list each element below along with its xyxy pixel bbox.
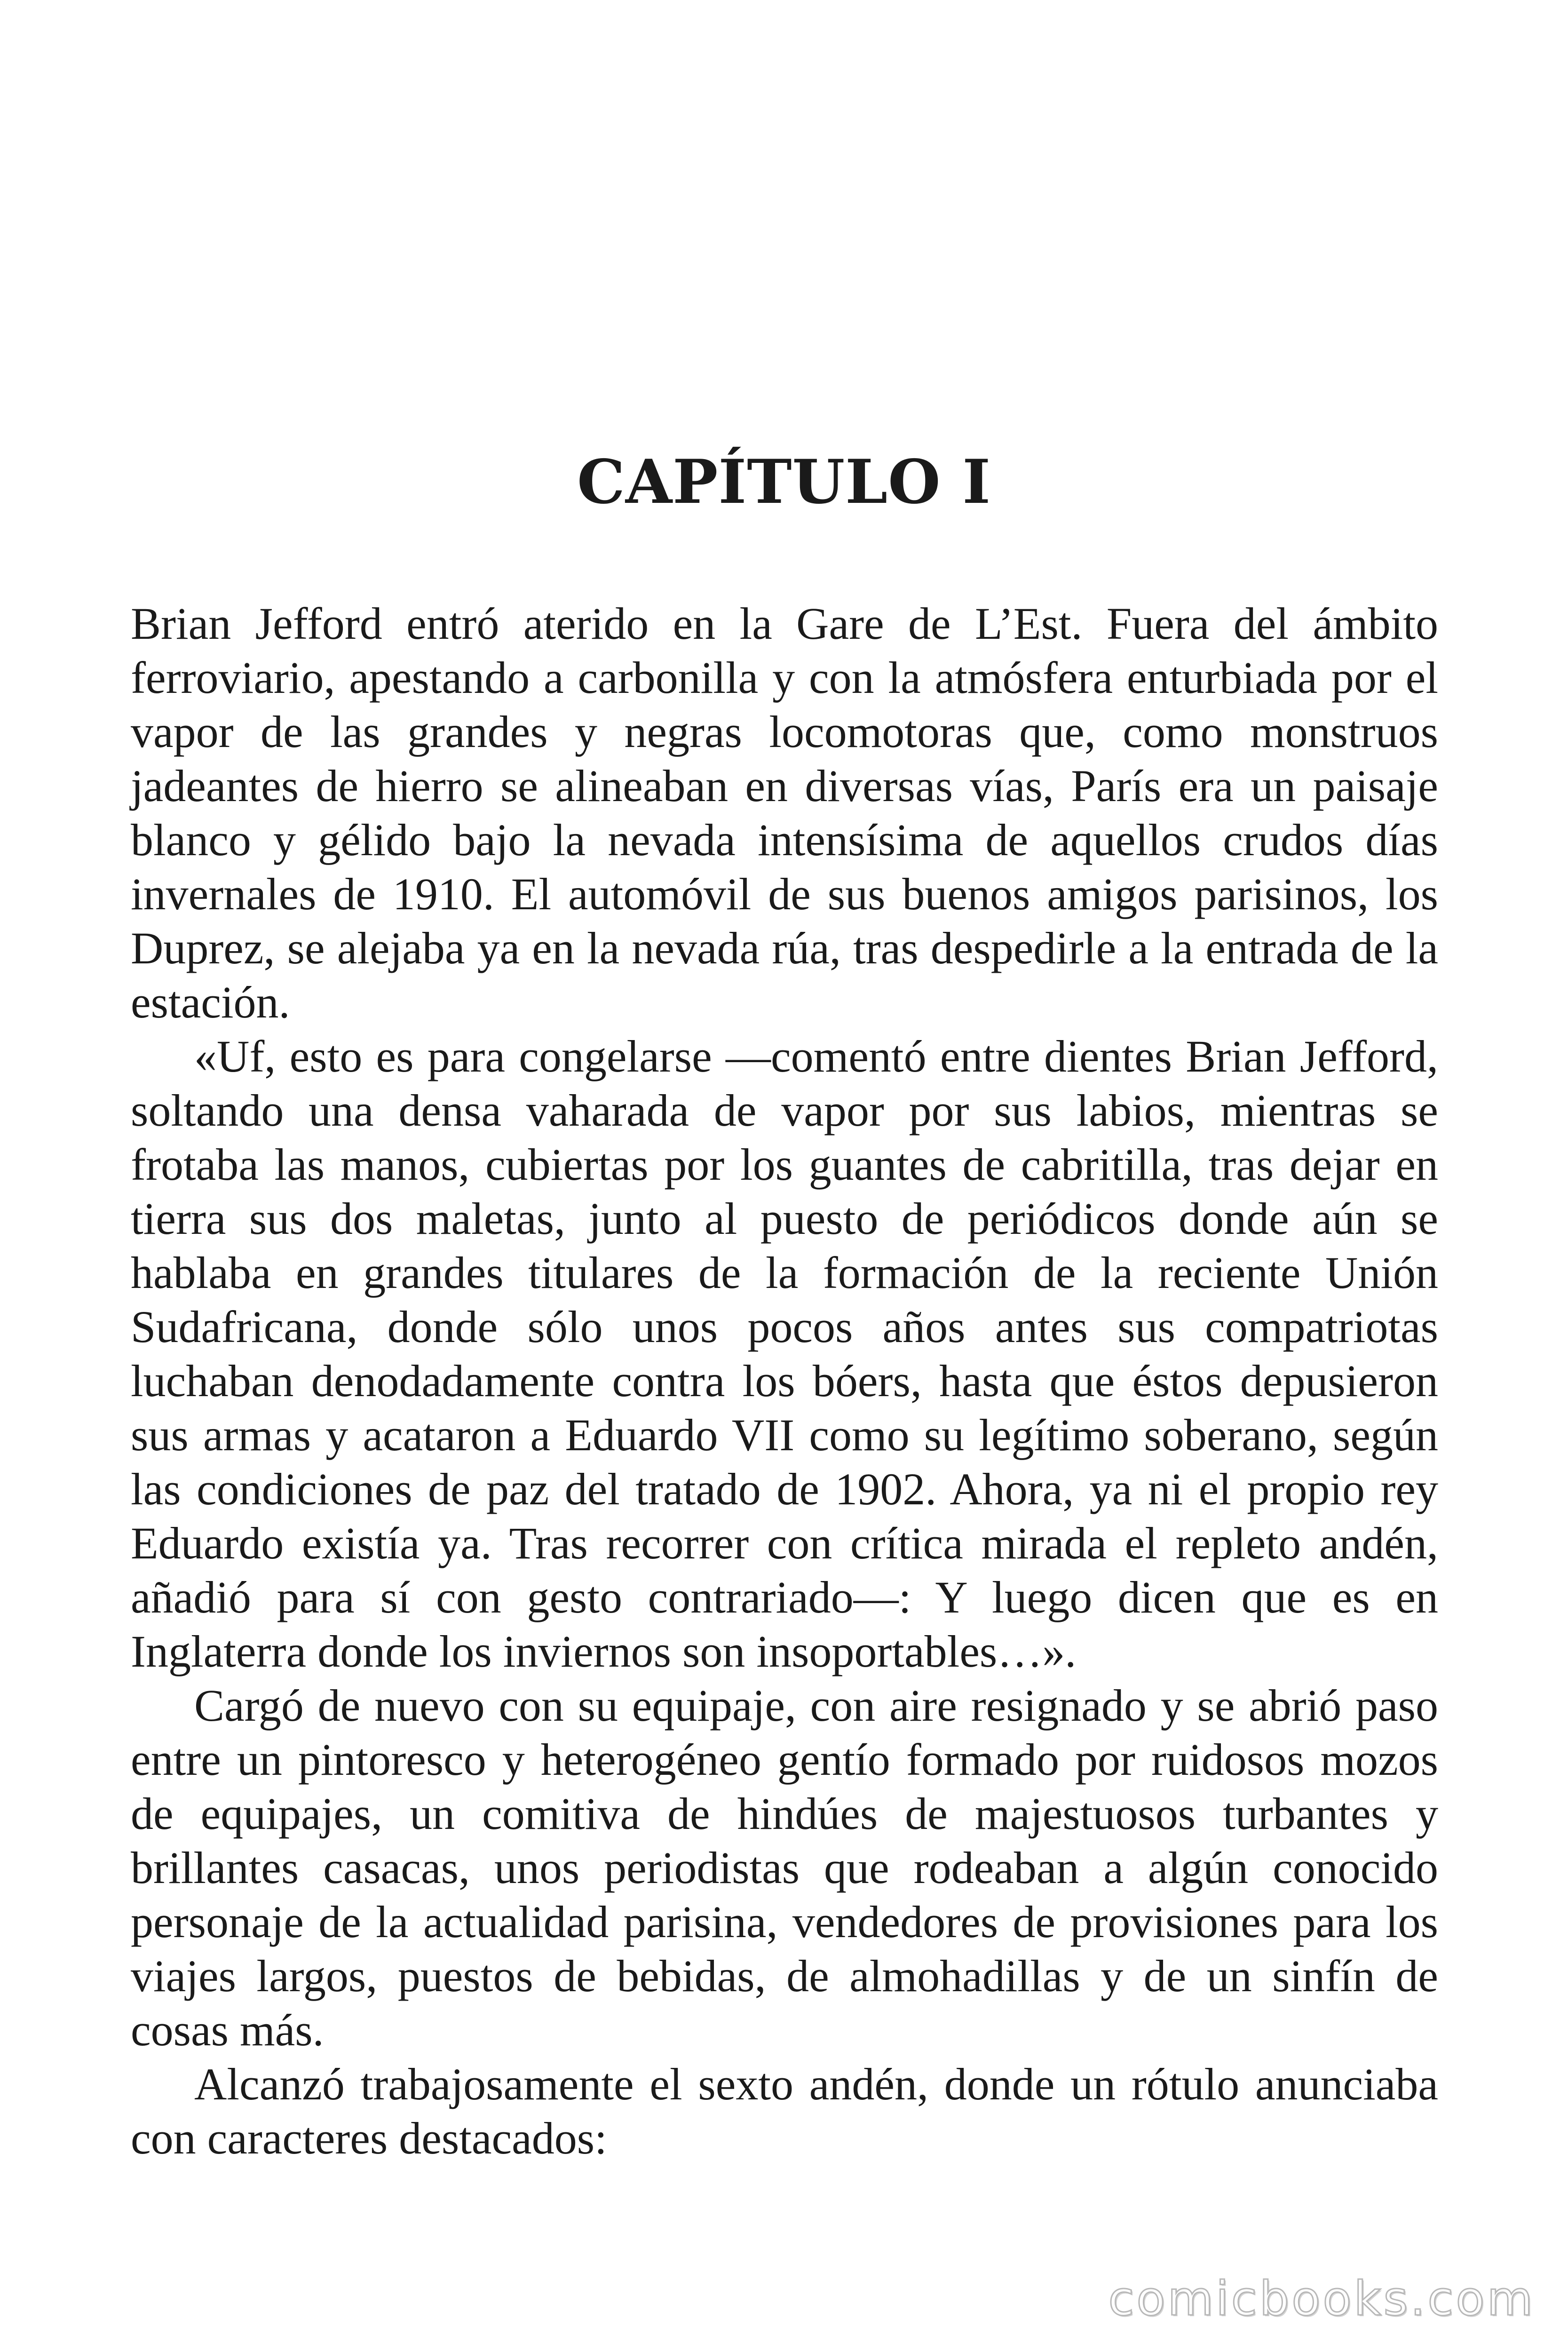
chapter-body	[131, 596, 1438, 2165]
paragraph: Alcanzó trabajosamente el sexto andén, donde un rótulo anunciaba con caracteres destacados:	[131, 2059, 1438, 2163]
paragraph: Cargó de nuevo con su equipaje, con aire resignado y se abrió paso entre un pintoresco y heterogéneo gentío formado por ruidosos mozos de equipajes, un comitiva de hindúes de majestuosos turbantes y brillantes casacas, unos periodistas que rodeaban a algún conocido personaje de la actualidad parisina, vendedores de provisiones para los viajes largos, puestos de bebidas, de almohadillas y de un sinfín de cosas más.	[131, 1680, 1438, 2055]
chapter-title: CAPÍTULO I	[577, 447, 991, 517]
paragraph: Brian Jefford entró aterido en la Gare de L’Est. Fuera del ámbito ferroviario, apestando a carbonilla y con la atmósfera enturbiada por el vapor de las grandes y negras locomotoras que, como monstruos jadeantes de hierro se alineaban en diversas vías, París era un paisaje blanco y gélido bajo la nevada intensísima de aquellos crudos días invernales de 1910. El automóvil de sus buenos amigos parisinos, los Duprez, se alejaba ya en la nevada rúa, tras despedirle a la entrada de la estación.	[131, 598, 1438, 1027]
paragraph: «Uf, esto es para congelarse —comentó entre dientes Brian Jefford, soltando una densa vaharada de vapor por sus labios, mientras se frotaba las manos, cubiertas por los guantes de cabritilla, tras dejar en tierra sus dos maletas, junto al puesto de periódicos donde aún se hablaba en grandes titulares de la formación de la reciente Unión Sudafricana, donde sólo unos pocos años antes sus compatriotas luchaban denodadamente contra los bóers, hasta que éstos depusieron sus armas y acataron a Eduardo VII como su legítimo soberano, según las condiciones de paz del tratado de 1902. Ahora, ya ni el propio rey Eduardo existía ya. Tras recorrer con crítica mirada el repleto andén, añadió para sí con gesto contrariado—: Y luego dicen que es en Inglaterra donde los inviernos son insoportables…».	[131, 1031, 1438, 1677]
watermark: comicbooks.com	[1108, 2271, 1535, 2326]
